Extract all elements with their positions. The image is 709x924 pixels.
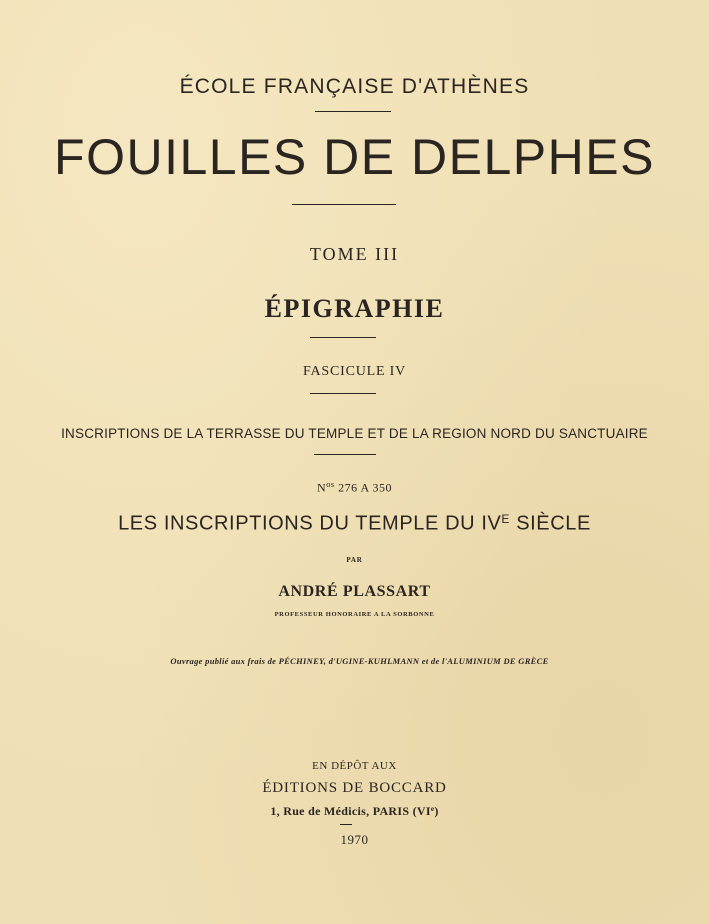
divider-rule — [310, 337, 376, 338]
funding-note: Ouvrage publié aux frais de PÉCHINEY, d'UGINE-KUHLMANN et de l'ALUMINIUM DE GRÈCE — [170, 656, 549, 666]
publisher-address — [0, 804, 709, 819]
publisher-name: ÉDITIONS DE BOCCARD — [262, 780, 447, 796]
divider-rule — [314, 454, 376, 455]
series-title: FOUILLES DE DELPHES — [54, 129, 655, 185]
deposit-note: EN DÉPÔT AUX — [312, 760, 397, 772]
divider-rule — [292, 204, 396, 205]
subtitle-main: LES INSCRIPTIONS DU TEMPLE DU IV — [118, 512, 502, 535]
subtitle-end: SIÈCLE — [510, 512, 591, 535]
divider-rule — [310, 393, 376, 394]
volume-fascicule: FASCICULE IV — [302, 364, 407, 379]
work-subtitle — [0, 512, 709, 536]
address-main: 1, Rue de Médicis, PARIS (VI — [270, 804, 431, 818]
institution-name: ÉCOLE FRANÇAISE D'ATHÈNES — [179, 75, 530, 98]
volume-tome: TOME III — [309, 244, 400, 264]
publication-year: 1970 — [340, 832, 369, 847]
numbers-range: 276 A 350 — [334, 480, 392, 495]
address-superscript: e — [430, 805, 435, 814]
author-position: PROFESSEUR HONORAIRE A LA SORBONNE — [274, 611, 435, 618]
inscriptions-heading: INSCRIPTIONS DE LA TERRASSE DU TEMPLE ET DE LA REGION NORD DU SANCTUAIRE — [61, 426, 648, 441]
numbers-prefix: N — [317, 480, 327, 495]
inscription-numbers — [0, 480, 709, 496]
address-end: ) — [434, 804, 439, 818]
numbers-superscript: os — [326, 480, 335, 489]
author-by: PAR — [346, 556, 363, 564]
divider-rule — [340, 824, 352, 825]
divider-rule — [315, 111, 391, 112]
author-name: ANDRÉ PLASSART — [278, 583, 431, 600]
subtitle-superscript: E — [501, 512, 511, 526]
volume-subject: ÉPIGRAPHIE — [264, 294, 445, 323]
